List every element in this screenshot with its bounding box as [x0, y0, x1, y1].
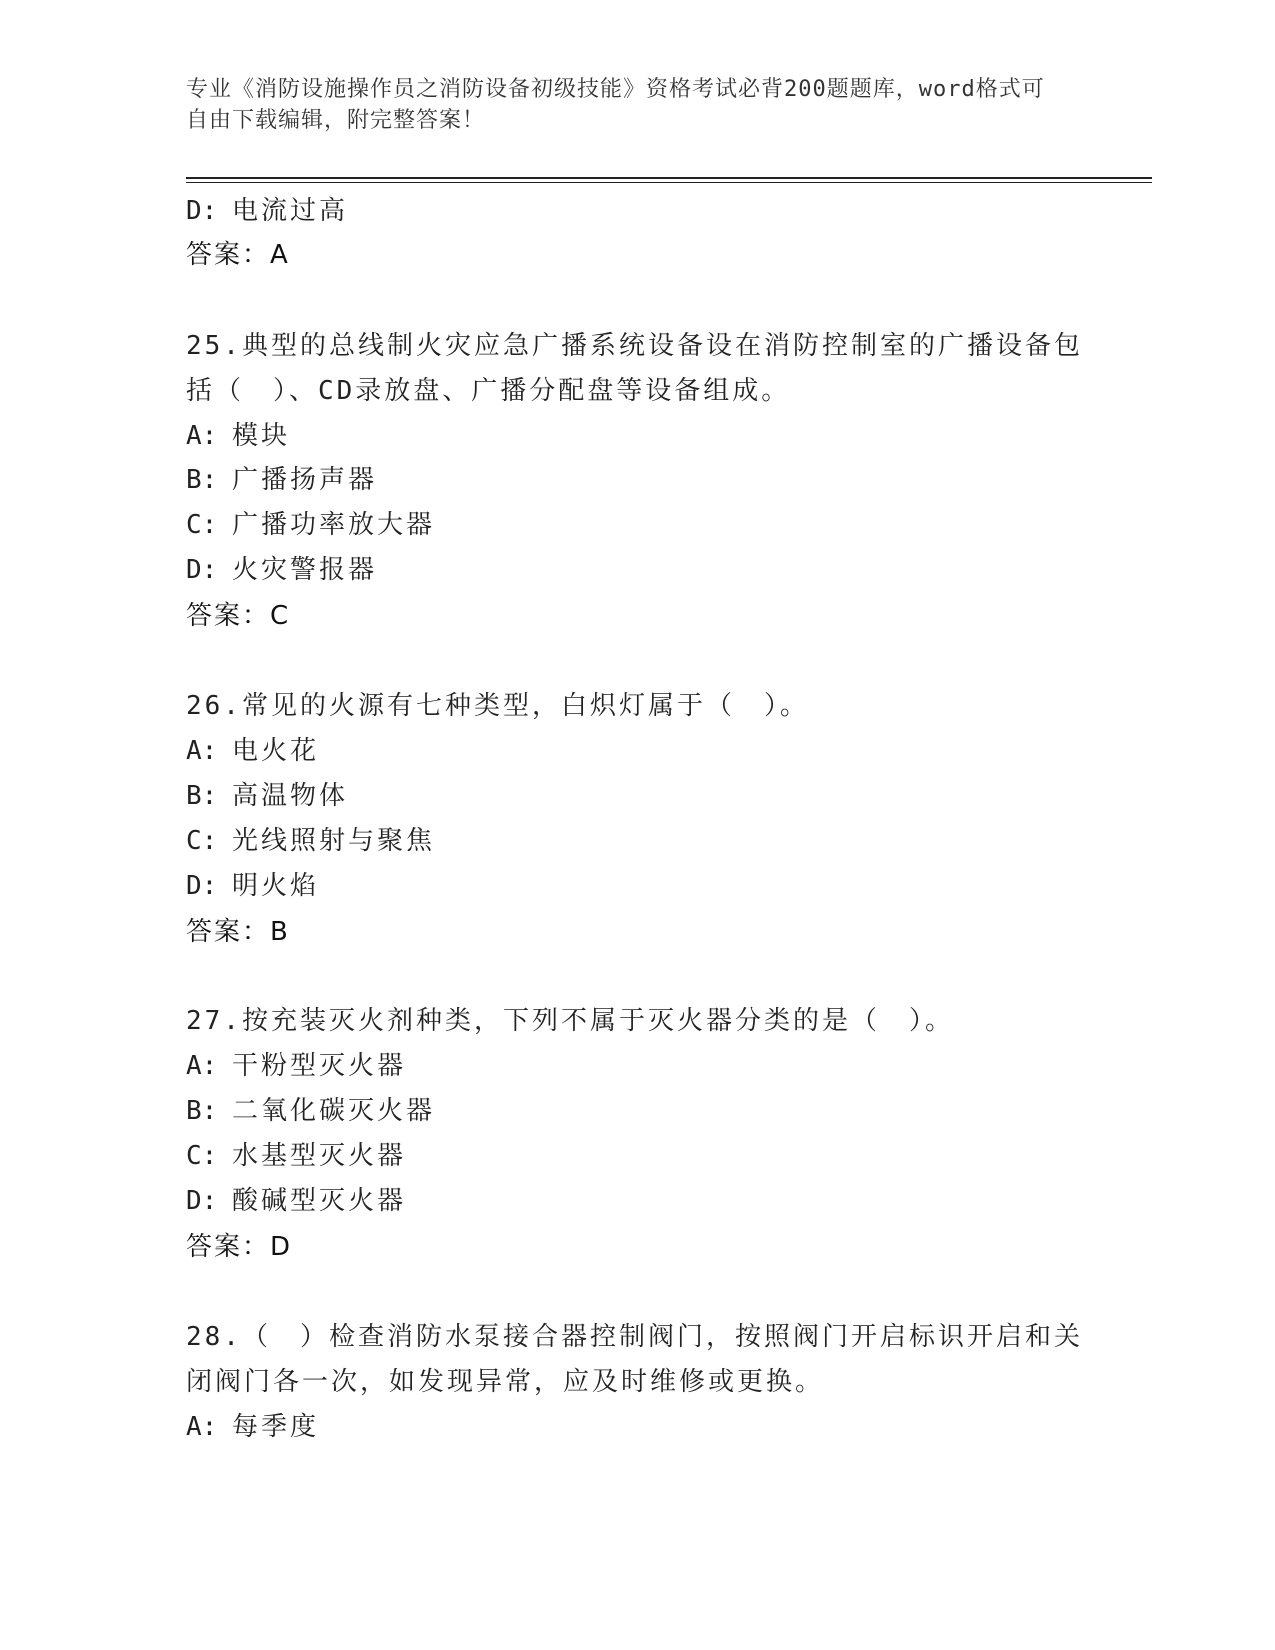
option-text: 电火花: [232, 736, 320, 766]
option-text: 广播扬声器: [232, 465, 378, 495]
option-text: 二氧化碳灭火器: [232, 1096, 436, 1126]
answer-value: C: [270, 601, 289, 631]
option-text: 火灾警报器: [232, 555, 378, 585]
option-key: B:: [186, 1096, 218, 1126]
option-a: [186, 1051, 406, 1081]
option-b: [186, 781, 348, 811]
option-key: A:: [186, 736, 218, 766]
option-b: [186, 1096, 435, 1126]
option-b: [186, 465, 377, 495]
option-d: [186, 871, 319, 901]
question-28-text-line-1: 28.（ ）检查消防水泵接合器控制阀门，按照阀门开启标识开启和关: [186, 1322, 1083, 1352]
option-d: [186, 555, 377, 585]
option-key: D:: [186, 1186, 218, 1216]
option-a: [186, 421, 290, 451]
option-text: 明火焰: [232, 871, 320, 901]
option-key: C:: [186, 1141, 218, 1171]
document-header: 专业《消防设施操作员之消防设备初级技能》资格考试必背200题题库，word格式可自由下载编辑，附完整答案！: [186, 77, 1045, 133]
option-key: D:: [186, 196, 218, 226]
answer-label: 答案：: [186, 601, 271, 631]
option-text: 干粉型灭火器: [232, 1051, 407, 1081]
option-text: 每季度: [232, 1412, 320, 1442]
question-25-text-line-1: 25.典型的总线制火灾应急广播系统设备设在消防控制室的广播设备包: [186, 331, 1083, 361]
option-d: [186, 1186, 406, 1216]
option-text: 光线照射与聚焦: [232, 826, 436, 856]
option-key: A:: [186, 1412, 218, 1442]
option-c: [186, 1141, 406, 1171]
answer-value: A: [270, 240, 288, 270]
option-key: C:: [186, 826, 218, 856]
answer-label: 答案：: [186, 1232, 271, 1262]
answer-line: [186, 601, 288, 631]
option-text: 电流过高: [232, 196, 349, 226]
answer-line: [186, 917, 288, 947]
answer-line: [186, 240, 288, 270]
answer-label: 答案：: [186, 240, 271, 270]
header-divider-thin: [186, 182, 1152, 183]
answer-value: D: [270, 1232, 291, 1262]
question-28-text-line-2: 闭阀门各一次，如发现异常，应及时维修或更换。: [186, 1367, 825, 1397]
question-27-text-line-1: 27.按充装灭火剂种类，下列不属于灭火器分类的是（ ）。: [186, 1006, 954, 1036]
option-key: B:: [186, 465, 218, 495]
question-26-text-line-1: 26.常见的火源有七种类型，白炽灯属于（ ）。: [186, 691, 809, 721]
option-key: C:: [186, 510, 218, 540]
header-divider-thick: [186, 177, 1152, 179]
answer-value: B: [270, 917, 288, 947]
option-key: D:: [186, 555, 218, 585]
option-d: [186, 196, 348, 226]
option-text: 酸碱型灭火器: [232, 1186, 407, 1216]
option-key: D:: [186, 871, 218, 901]
option-text: 水基型灭火器: [232, 1141, 407, 1171]
option-key: A:: [186, 1051, 218, 1081]
option-a: [186, 736, 319, 766]
option-c: [186, 510, 435, 540]
option-key: A:: [186, 421, 218, 451]
option-key: B:: [186, 781, 218, 811]
option-a: [186, 1412, 319, 1442]
option-text: 高温物体: [232, 781, 349, 811]
answer-label: 答案：: [186, 917, 271, 947]
option-c: [186, 826, 435, 856]
option-text: 模块: [232, 421, 291, 451]
answer-line: [186, 1232, 290, 1262]
question-25-text-line-2: 括（ ）、CD录放盘、广播分配盘等设备组成。: [186, 376, 791, 406]
option-text: 广播功率放大器: [232, 510, 436, 540]
